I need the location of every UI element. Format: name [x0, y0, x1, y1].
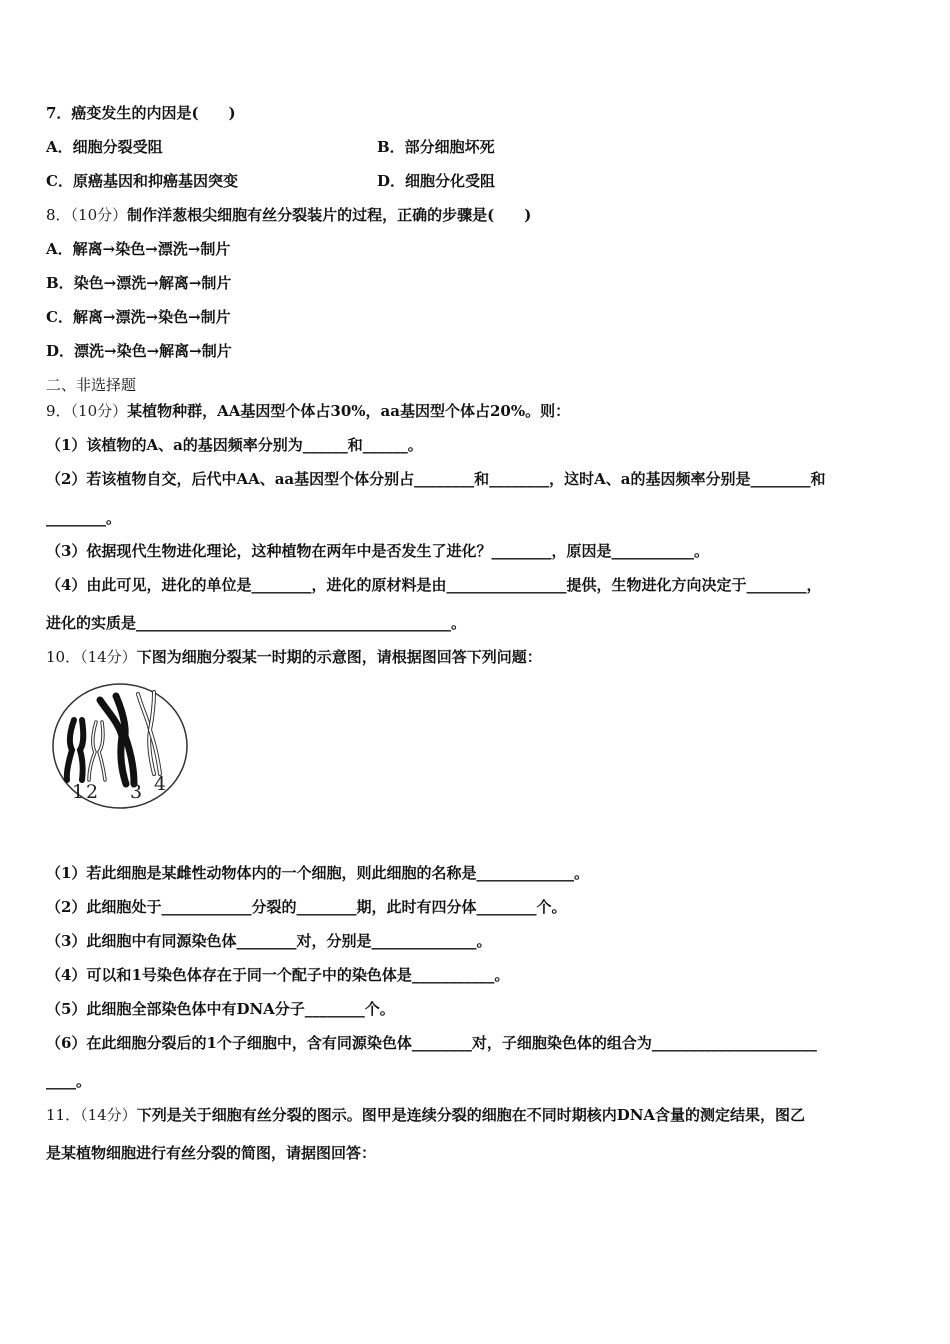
- q10-number: 10．: [46, 648, 81, 666]
- q9-score: （10分）: [70, 402, 128, 420]
- q10-sub6-line1: （6）在此细胞分裂后的1个子细胞中，含有同源染色体________对，子细胞染色体的组合为______________________: [46, 1034, 817, 1052]
- chromosome-1: [67, 720, 84, 780]
- q8-option-b[interactable]: B．染色→漂洗→解离→制片: [46, 274, 232, 292]
- q8-score: （10分）: [70, 206, 128, 224]
- q11-stem-line2: 是某植物细胞进行有丝分裂的简图，请据图回答：: [46, 1144, 377, 1162]
- q10-score: （14分）: [80, 648, 137, 666]
- q9-line: [46, 401, 570, 421]
- chromosome-4: [138, 692, 160, 774]
- q11-stem-line1: 下列是关于细胞有丝分裂的图示。图甲是连续分裂的细胞在不同时期核内DNA含量的测定结果，图乙: [136, 1106, 806, 1124]
- q8-number: 8．: [46, 206, 71, 224]
- q9-sub4-line2: 进化的实质是__________________________________________。: [46, 614, 467, 632]
- q9-sub2-line1: （2）若该植物自交，后代中AA、aa基因型个体分别占________和________，这时A、a的基因频率分别是________和: [46, 470, 826, 488]
- q7-option-a[interactable]: A．细胞分裂受阻: [46, 138, 163, 156]
- section-title: 二、非选择题: [46, 376, 137, 394]
- q9-sub2-line2: ________。: [46, 509, 122, 527]
- q7-option-d[interactable]: D．细胞分化受阻: [377, 172, 496, 190]
- chromosome-2: [89, 722, 105, 780]
- figure-label-4: 4: [154, 773, 167, 795]
- q8-stem: 制作洋葱根尖细胞有丝分裂装片的过程，正确的步骤是( ): [127, 206, 532, 224]
- q9-sub3: （3）依据现代生物进化理论，这种植物在两年中是否发生了进化？________，原因是___________。: [46, 542, 709, 560]
- q10-sub6-line2: ____。: [46, 1072, 92, 1090]
- q10-sub4: （4）可以和1号染色体存在于同一个配子中的染色体是___________。: [46, 966, 510, 984]
- figure-label-3: 3: [130, 781, 143, 803]
- q10-line: [46, 647, 542, 667]
- q8-option-d[interactable]: D．漂洗→染色→解离→制片: [46, 342, 232, 360]
- q8-line: [46, 205, 531, 225]
- q8-option-c[interactable]: C．解离→漂洗→染色→制片: [46, 308, 231, 326]
- q8-option-a[interactable]: A．解离→染色→漂洗→制片: [46, 240, 231, 258]
- figure-label-1: 1: [72, 781, 85, 803]
- q11-number: 11．: [46, 1106, 81, 1124]
- q10-sub3: （3）此细胞中有同源染色体________对，分别是______________。: [46, 932, 492, 950]
- cell-division-figure: [50, 680, 192, 810]
- q7-stem: 7．癌变发生的内因是( ): [46, 104, 236, 122]
- q10-sub1: （1）若此细胞是某雌性动物体内的一个细胞，则此细胞的名称是_____________。: [46, 864, 589, 882]
- q10-stem: 下图为细胞分裂某一时期的示意图，请根据图回答下列问题：: [136, 648, 542, 666]
- q11-score: （14分）: [80, 1106, 137, 1124]
- q9-sub1: （1）该植物的A、a的基因频率分别为______和______。: [46, 436, 423, 454]
- figure-label-2: 2: [86, 781, 99, 803]
- q9-stem: 某植物种群，AA基因型个体占30%，aa基因型个体占20%。则：: [127, 402, 571, 420]
- q9-number: 9．: [46, 402, 71, 420]
- q7-option-c[interactable]: C．原癌基因和抑癌基因突变: [46, 172, 238, 190]
- q7-option-b[interactable]: B．部分细胞坏死: [377, 138, 495, 156]
- q11-line: [46, 1105, 805, 1125]
- q9-sub4-line1: （4）由此可见，进化的单位是________，进化的原材料是由________________提供，生物进化方向决定于________，: [46, 576, 822, 594]
- q10-sub5: （5）此细胞全部染色体中有DNA分子________个。: [46, 1000, 395, 1018]
- q10-sub2: （2）此细胞处于____________分裂的________期，此时有四分体________个。: [46, 898, 567, 916]
